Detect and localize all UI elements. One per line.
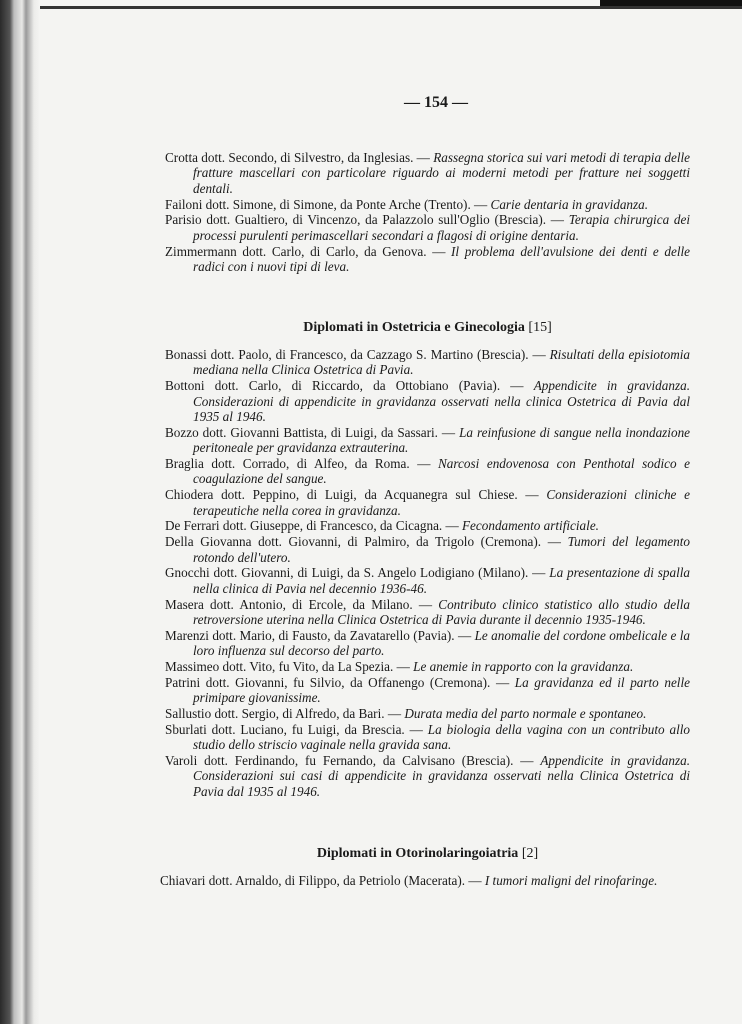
page-number: — 154 — <box>404 94 468 111</box>
section-obstetrics-list <box>165 347 690 800</box>
entry-author: Massimeo dott. Vito, fu Vito, da La Spezia. — <box>165 659 410 675</box>
section-otorhinolaryngology-list <box>160 873 685 889</box>
entry-author: Sburlati dott. Luciano, fu Luigi, da Brescia. — <box>165 721 423 737</box>
section-dentistry-list <box>165 150 690 275</box>
section-heading-obstetrics <box>165 320 690 336</box>
entry-author: Masera dott. Antonio, di Ercole, da Milano. — <box>165 596 433 612</box>
entry-author: Gnocchi dott. Giovanni, di Luigi, da S. Angelo Lodigiano (Milano). — <box>165 565 546 581</box>
thesis-entry <box>165 628 690 659</box>
entry-author: De Ferrari dott. Giuseppe, di Francesco, da Cicagna. — <box>165 518 459 534</box>
heading-text: Diplomati in Otorinolaringoiatria <box>316 846 519 861</box>
entry-author: Parisio dott. Gualtiero, di Vincenzo, da Palazzolo sull'Oglio (Brescia). — <box>165 212 564 228</box>
thesis-entry <box>165 150 690 196</box>
heading-count: [15] <box>528 320 552 335</box>
thesis-entry <box>165 456 690 487</box>
entry-title: Appendicite in gravidanza. Considerazioni di appendicite in gravidanza osservati nella clinica Ostetrica di Pavia dal 1935 al 1946. <box>193 378 690 425</box>
thesis-entry <box>160 873 685 888</box>
entry-author: Chiavari dott. Arnaldo, di Filippo, da Petriolo (Macerata). — <box>160 873 482 888</box>
thesis-entry <box>165 212 690 243</box>
book-binding-edge <box>0 0 40 1024</box>
heading-count: [2] <box>521 846 539 861</box>
entry-title: Terapia chirurgica dei processi purulenti perimascellari secondari a flagosi di origine dentaria. <box>193 212 690 243</box>
entry-title: Il problema dell'avulsione dei denti e delle radici con i nuovi tipi di leva. <box>193 243 691 275</box>
entry-title: La biologia della vagina con un contributo allo studio dello striscio vaginale nella gravida sana. <box>193 721 691 753</box>
thesis-entry <box>165 753 690 799</box>
entry-title: Carie dentaria in gravidanza. <box>490 196 649 212</box>
entry-author: Sallustio dott. Sergio, di Alfredo, da Bari. — <box>165 706 402 722</box>
entry-title: La presentazione di spalla nella clinica di Pavia nel decennio 1936-46. <box>193 565 691 596</box>
entry-title: Narcosi endovenosa con Penthotal sodico e coagulazione del sangue. <box>193 456 690 487</box>
entry-title: Contributo clinico statistico allo studio della retroversione uterina nella Clinica Ostetrica di Pavia durante il decennio 1935-1946. <box>193 596 690 628</box>
entry-author: Varoli dott. Ferdinando, fu Fernando, da Calvisano (Brescia). — <box>165 753 534 769</box>
entry-author: Chiodera dott. Peppino, di Luigi, da Acquanegra sul Chiese. — <box>165 487 539 503</box>
entry-title: Fecondamento artificiale. <box>462 518 599 534</box>
entry-title: Tumori del legamento rotondo dell'utero. <box>193 534 690 565</box>
thesis-entry <box>165 675 690 706</box>
thesis-entry <box>165 487 690 518</box>
entry-title: Le anomalie del cordone ombelicale e la loro influenza sul decorso del parto. <box>193 627 690 659</box>
thesis-entry <box>165 347 690 378</box>
scan-top-border <box>40 6 742 9</box>
thesis-entry <box>165 244 690 275</box>
entry-author: Bozzo dott. Giovanni Battista, di Luigi, da Sassari. — <box>165 424 456 440</box>
entry-author: Braglia dott. Corrado, di Alfeo, da Roma. — <box>165 456 431 472</box>
entry-author: Crotta dott. Secondo, di Silvestro, da Inglesias. — <box>165 150 430 165</box>
entry-author: Marenzi dott. Mario, di Fausto, da Zavatarello (Pavia). — <box>165 627 472 643</box>
entry-title: Rassegna storica sui vari metodi di terapia delle fratture mascellari con particolare riguardo ai moderni metodi per fratture nei soggetti dentali. <box>193 150 691 196</box>
entry-title: Appendicite in gravidanza. Considerazioni sui casi di appendicite in gravidanza osservati nella Clinica Ostetrica di Pavia dal 1935 al 1946. <box>193 753 690 799</box>
scan-top-bar <box>600 0 742 6</box>
entry-author: Bottoni dott. Carlo, di Riccardo, da Ottobiano (Pavia). — <box>165 378 524 394</box>
section-heading-otorhinolaryngology <box>165 846 690 862</box>
thesis-entry <box>165 706 690 721</box>
entry-author: Bonassi dott. Paolo, di Francesco, da Cazzago S. Martino (Brescia). — <box>165 347 546 362</box>
entry-author: Failoni dott. Simone, di Simone, da Ponte Arche (Trento). — <box>165 196 488 212</box>
thesis-entry <box>165 659 690 674</box>
thesis-entry <box>165 197 690 212</box>
entry-title: Considerazioni cliniche e terapeutiche nella corea in gravidanza. <box>193 487 690 518</box>
heading-text: Diplomati in Ostetricia e Ginecologia <box>303 320 525 335</box>
thesis-entry <box>165 378 690 424</box>
thesis-entry <box>165 518 690 533</box>
entry-title: Risultati della episiotomia mediana nella Clinica Ostetrica di Pavia. <box>193 347 690 378</box>
entry-author: Della Giovanna dott. Giovanni, di Palmiro, da Trigolo (Cremona). — <box>165 534 561 550</box>
entry-title: La gravidanza ed il parto nelle primipare giovanissime. <box>193 674 690 706</box>
entry-title: Le anemie in rapporto con la gravidanza. <box>413 659 634 675</box>
entry-title: Durata media del parto normale e spontaneo. <box>404 706 647 722</box>
thesis-entry <box>165 534 690 565</box>
thesis-entry <box>165 597 690 628</box>
thesis-entry <box>165 425 690 456</box>
entry-author: Zimmermann dott. Carlo, di Carlo, da Genova. — <box>165 243 446 259</box>
thesis-entry <box>165 565 690 596</box>
entry-author: Patrini dott. Giovanni, fu Silvio, da Offanengo (Cremona). — <box>165 674 510 690</box>
entry-title: I tumori maligni del rinofaringe. <box>484 873 658 888</box>
thesis-entry <box>165 722 690 753</box>
entry-title: La reinfusione di sangue nella inondazione peritoneale per gravidanza extrauterina. <box>193 424 691 456</box>
